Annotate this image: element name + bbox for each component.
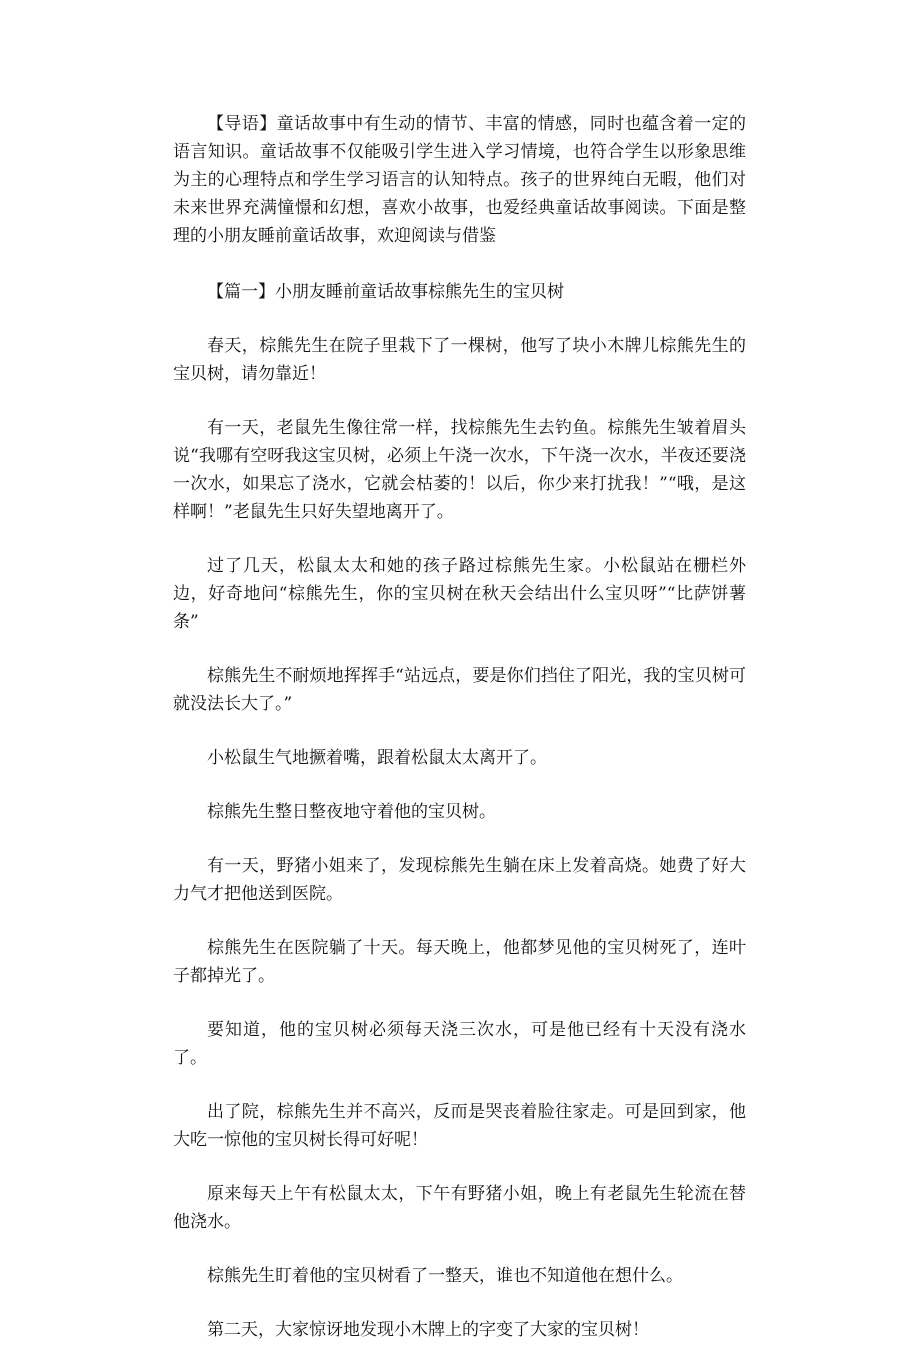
story-paragraph: 第二天，大家惊讶地发现小木牌上的字变了大家的宝贝树！: [207, 1320, 649, 1340]
story-paragraph: 春天，棕熊先生在院子里栽下了一棵树，他写了块小木牌儿棕熊先生的宝贝树，请勿靠近！: [173, 336, 746, 384]
story-paragraph: 小松鼠生气地撅着嘴，跟着松鼠太太离开了。: [207, 748, 547, 768]
story-paragraph: 棕熊先生盯着他的宝贝树看了一整天，谁也不知道他在想什么。: [207, 1266, 683, 1286]
document-page: [173, 110, 746, 1370]
story-paragraph: 有一天，野猪小姐来了，发现棕熊先生躺在床上发着高烧。她费了好大力气才把他送到医院。: [173, 856, 746, 904]
story-paragraph: 原来每天上午有松鼠太太，下午有野猪小姐，晚上有老鼠先生轮流在替他浇水。: [173, 1184, 746, 1232]
story-paragraph: 有一天，老鼠先生像往常一样，找棕熊先生去钓鱼。棕熊先生皱着眉头说“我哪有空呀我这宝贝树，必须上午浇一次水，下午浇一次水，半夜还要浇一次水，如果忘了浇水，它就会枯萎的！以后，你少来打扰我！”“哦，是这样啊！”老鼠先生只好失望地离开了。: [173, 418, 746, 522]
story-paragraph: 棕熊先生整日整夜地守着他的宝贝树。: [207, 802, 496, 822]
story-paragraph: 棕熊先生不耐烦地挥挥手“站远点，要是你们挡住了阳光，我的宝贝树可就没法长大了。”: [173, 666, 746, 714]
story-paragraph: 棕熊先生在医院躺了十天。每天晚上，他都梦见他的宝贝树死了，连叶子都掉光了。: [173, 938, 746, 986]
section-title: 【篇一】小朋友睡前童话故事棕熊先生的宝贝树: [207, 282, 564, 302]
story-paragraph: 过了几天，松鼠太太和她的孩子路过棕熊先生家。小松鼠站在栅栏外边，好奇地问“棕熊先生，你的宝贝树在秋天会结出什么宝贝呀”“比萨饼薯条”: [173, 556, 746, 632]
intro-paragraph: 【导语】童话故事中有生动的情节、丰富的情感，同时也蕴含着一定的语言知识。童话故事不仅能吸引学生进入学习情境，也符合学生以形象思维为主的心理特点和学生学习语言的认知特点。孩子的世界纯白无暇，他们对未来世界充满憧憬和幻想，喜欢小故事，也爱经典童话故事阅读。下面是整理的小朋友睡前童话故事，欢迎阅读与借鉴: [173, 114, 746, 246]
story-paragraph: 要知道，他的宝贝树必须每天浇三次水，可是他已经有十天没有浇水了。: [173, 1020, 746, 1068]
story-paragraph: 出了院，棕熊先生并不高兴，反而是哭丧着脸往家走。可是回到家，他大吃一惊他的宝贝树长得可好呢！: [173, 1102, 746, 1150]
